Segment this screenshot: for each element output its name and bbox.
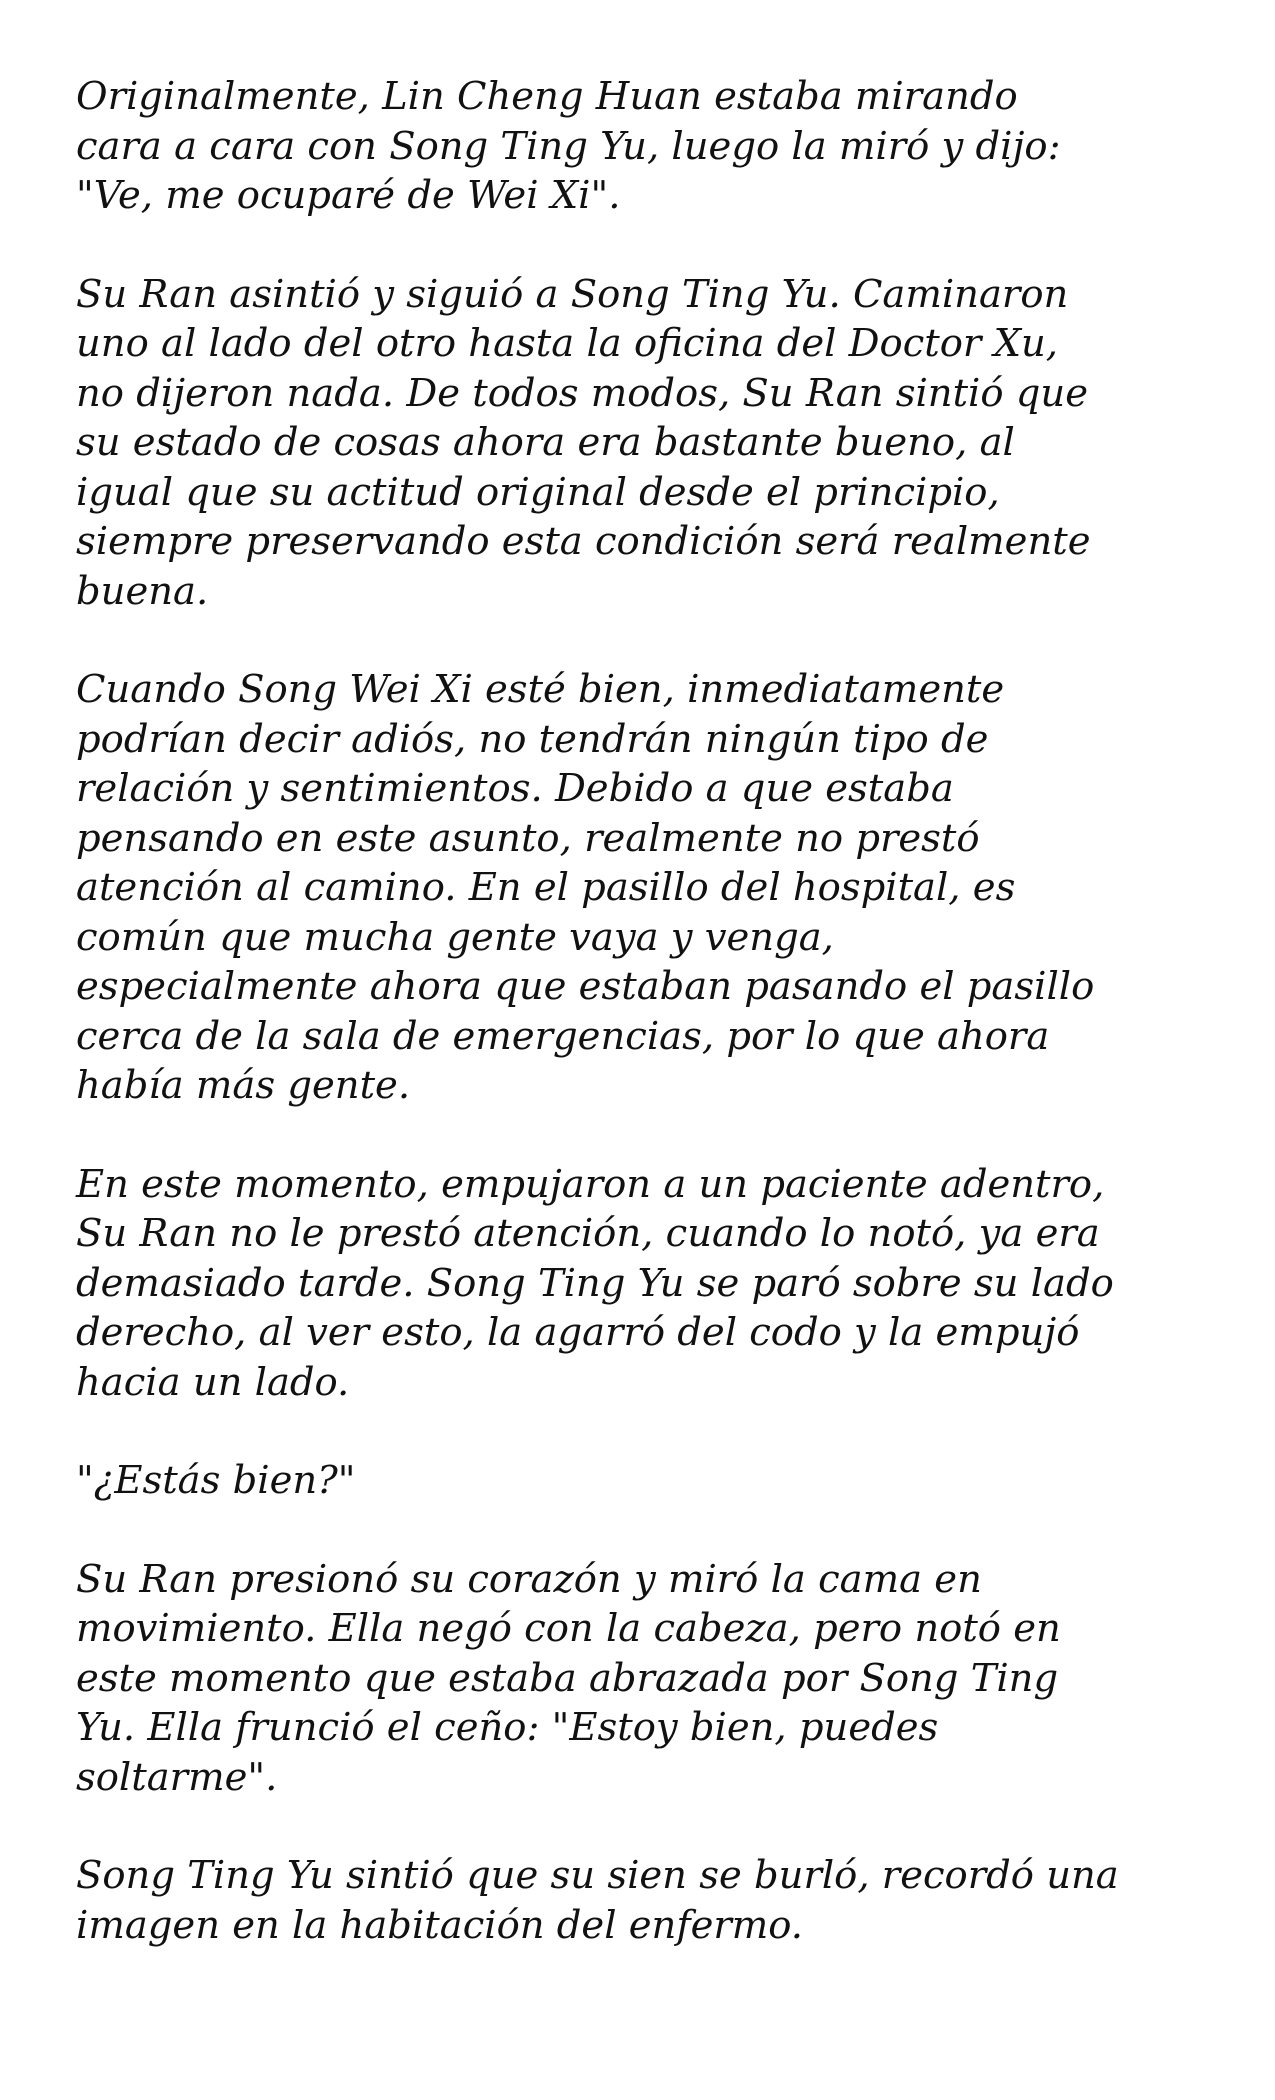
paragraph-4: En este momento, empujaron a un paciente adentro, Su Ran no le prestó atención, cuando lo notó, ya era demasiado tarde. Song Ting Yu se paró sobre su lado derecho, al ver esto, la agarró del codo y la empujó hacia un lado. [76, 1161, 1114, 1405]
paragraph-3: Cuando Song Wei Xi esté bien, inmediatamente podrían decir adiós, no tendrán ningún tipo de relación y sentimientos. Debido a que estaba pensando en este asunto, realmente no prestó atención al camino. En el pasillo del hospital, es común que mucha gente vaya y venga, especialmente ahora que estaban pasando el pasillo cerca de la sala de emergencias, por lo que ahora había más gente. [76, 667, 1095, 1108]
paragraph-2: Su Ran asintió y siguió a Song Ting Yu. Caminaron uno al lado del otro hasta la oficina del Doctor Xu, no dijeron nada. De todos modos, Su Ran sintió que su estado de cosas ahora era bastante bueno, al igual que su actitud original desde el principio, siempre preservando esta condición será realmente buena. [76, 271, 1091, 614]
paragraph-1: Originalmente, Lin Cheng Huan estaba mirando cara a cara con Song Ting Yu, luego la miró y dijo: "Ve, me ocuparé de Wei Xi". [76, 74, 1061, 218]
paragraph-5: "¿Estás bien?" [76, 1458, 356, 1503]
paragraph-6: Su Ran presionó su corazón y miró la cama en movimiento. Ella negó con la cabeza, pero notó en este momento que estaba abrazada por Song Ting Yu. Ella frunció el ceño: "Estoy bien, puedes soltarme". [76, 1556, 1061, 1800]
document-page [76, 72, 1216, 1999]
paragraph-7: Song Ting Yu sintió que su sien se burló, recordó una imagen en la habitación del enfermo. [76, 1853, 1119, 1948]
